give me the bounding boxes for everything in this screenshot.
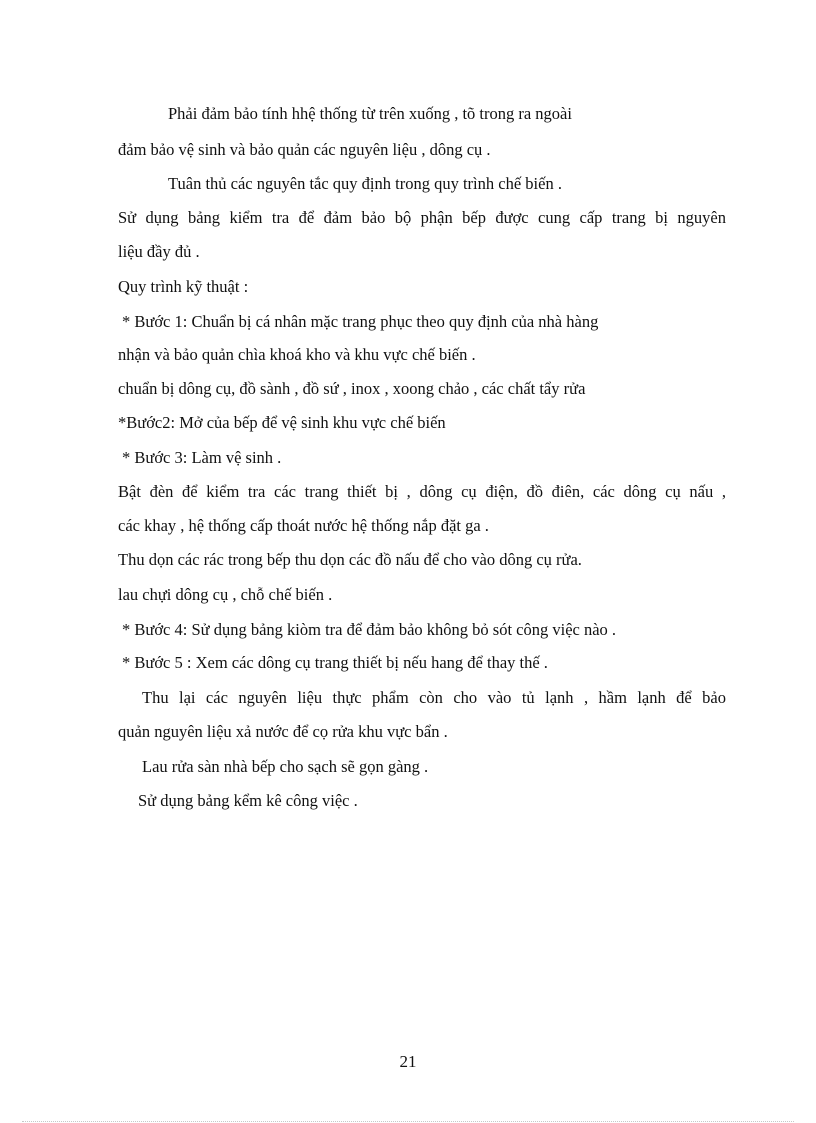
text-line-3: Tuân thủ các nguyên tắc quy định trong quy trình chế biến . [168,174,562,193]
page-bottom-border [22,1121,794,1122]
text-line-9: chuẩn bị dông cụ, đồ sành , đồ sứ , inox , xoong chảo , các chất tẩy rửa [118,379,586,398]
text-line-1: Phải đảm bảo tính hhệ thống từ trên xuống , tõ trong ra ngoài [168,104,572,123]
text-line-13: các khay , hệ thống cấp thoát nước hệ thống nắp đặt ga . [118,516,489,535]
text-line-14: Thu dọn các rác trong bếp thu dọn các đồ nấu để cho vào dông cụ rửa. [118,550,582,569]
text-line-6: Quy trình kỹ thuật : [118,277,249,296]
text-line-21: Sử dụng bảng kểm kê công việc . [138,791,358,810]
text-line-16: * Bước 4: Sử dụng bảng kiòm tra để đảm bảo không bỏ sót công việc nào . [122,620,617,639]
text-line-5: liệu đầy đủ . [118,242,200,261]
page-number: 21 [399,1052,417,1071]
text-line-15: lau chựi dông cụ , chỗ chế biến . [118,585,333,604]
text-line-19: quản nguyên liệu xả nước để cọ rửa khu vực bẩn . [118,722,448,741]
text-line-12: Bật đèn để kiểm tra các trang thiết bị , dông cụ điện, đồ điên, các dông cụ nấu , [118,482,726,501]
text-line-4: Sử dụng bảng kiểm tra để đảm bảo bộ phận bếp được cung cấp trang bị nguyên [118,208,726,227]
text-line-8: nhận và bảo quản chìa khoá kho và khu vực chế biến . [118,345,476,364]
text-line-10: *Bước2: Mở của bếp để vệ sinh khu vực chế biến [118,413,446,432]
text-line-17: * Bước 5 : Xem các dông cụ trang thiết bị nếu hang để thay thế . [122,653,548,672]
text-line-7: * Bước 1: Chuẩn bị cá nhân mặc trang phục theo quy định của nhà hàng [122,312,599,331]
text-line-20: Lau rửa sàn nhà bếp cho sạch sẽ gọn gàng . [142,757,429,776]
text-line-18: Thu lại các nguyên liệu thực phẩm còn cho vào tủ lạnh , hầm lạnh để bảo [142,688,726,707]
text-line-2: đảm bảo vệ sinh và bảo quản các nguyên liệu , dông cụ . [118,140,491,159]
text-line-11: * Bước 3: Làm vệ sinh . [122,448,282,467]
